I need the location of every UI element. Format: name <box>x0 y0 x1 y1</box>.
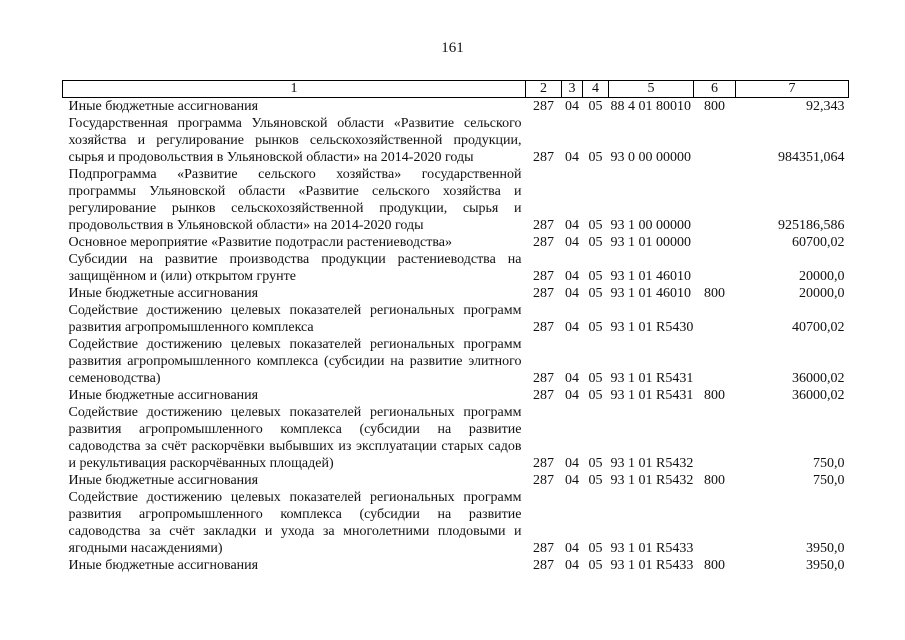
row-expense-type <box>694 251 736 285</box>
row-target-article: 93 1 01 46010 <box>610 269 691 284</box>
row-section: 04 <box>565 456 579 471</box>
row-ministry: 287 <box>533 388 554 403</box>
row-amount: 925186,586 <box>778 218 845 233</box>
table-row <box>63 234 849 251</box>
row-amount: 3950,0 <box>806 541 845 556</box>
row-amount: 20000,0 <box>799 286 845 301</box>
row-target-article: 93 1 01 R5430 <box>610 320 694 335</box>
table-row <box>63 472 849 489</box>
table-row <box>63 336 849 387</box>
row-subsection: 05 <box>588 286 603 301</box>
row-name: Иные бюджетные ассигнования <box>68 286 259 301</box>
row-amount: 60700,02 <box>792 235 845 250</box>
table-row <box>63 98 849 116</box>
row-expense-type <box>694 336 736 387</box>
row-section: 04 <box>565 473 579 488</box>
header-col-7: 7 <box>736 81 849 98</box>
row-amount: 750,0 <box>813 456 845 471</box>
row-name: Иные бюджетные ассигнования <box>68 99 259 114</box>
row-section: 04 <box>565 558 579 573</box>
row-amount: 36000,02 <box>792 388 845 403</box>
row-section: 04 <box>565 235 579 250</box>
row-ministry: 287 <box>533 235 554 250</box>
row-section: 04 <box>565 269 579 284</box>
table-row <box>63 166 849 234</box>
row-expense-type <box>694 404 736 472</box>
row-subsection: 05 <box>588 388 603 403</box>
row-name: Содействие достижению целевых показателей региональных программ развития агропромышленного комплекса (субсидии на развитие элитного семеноводства) <box>68 337 522 386</box>
table-row <box>63 302 849 336</box>
row-subsection: 05 <box>588 320 603 335</box>
row-name: Иные бюджетные ассигнования <box>68 558 259 573</box>
row-name: Иные бюджетные ассигнования <box>68 473 259 488</box>
row-ministry: 287 <box>533 558 554 573</box>
row-section: 04 <box>565 388 579 403</box>
row-subsection: 05 <box>588 235 603 250</box>
row-subsection: 05 <box>588 541 603 556</box>
row-section: 04 <box>565 99 579 114</box>
row-expense-type: 800 <box>704 558 725 573</box>
row-ministry: 287 <box>533 286 554 301</box>
page-number: 161 <box>441 40 464 56</box>
row-section: 04 <box>565 218 579 233</box>
table-row <box>63 404 849 472</box>
row-target-article: 93 1 01 R5433 <box>610 541 694 556</box>
row-section: 04 <box>565 286 579 301</box>
row-target-article: 93 1 00 00000 <box>610 218 691 233</box>
row-amount: 3950,0 <box>806 558 845 573</box>
row-ministry: 287 <box>533 371 554 386</box>
table-row <box>63 489 849 557</box>
row-target-article: 93 1 01 R5432 <box>610 456 694 471</box>
row-target-article: 93 1 01 R5432 <box>610 473 694 488</box>
row-target-article: 93 1 01 R5433 <box>610 558 694 573</box>
row-ministry: 287 <box>533 150 554 165</box>
row-amount: 40700,02 <box>792 320 845 335</box>
row-name: Иные бюджетные ассигнования <box>68 388 259 403</box>
row-name: Содействие достижению целевых показателей региональных программ развития агропромышленного комплекса (субсидии на развитие садоводства за счёт раскорчёвки выбывших из эксплуатации старых садов и рекультивация раскорчёванных площадей) <box>68 405 522 471</box>
row-subsection: 05 <box>588 99 603 114</box>
row-name: Подпрограмма «Развитие сельского хозяйства» государственной программы Ульяновской области «Развитие сельского хозяйства и регулирование рынков сельскохозяйственной продукции, сырья и продовольствия в Ульяновской области» на 2014-2020 годы <box>68 167 522 233</box>
row-section: 04 <box>565 150 579 165</box>
row-expense-type <box>694 115 736 166</box>
row-ministry: 287 <box>533 218 554 233</box>
row-expense-type: 800 <box>704 99 725 114</box>
table-row <box>63 285 849 302</box>
row-subsection: 05 <box>588 456 603 471</box>
table-row <box>63 557 849 574</box>
row-subsection: 05 <box>588 371 603 386</box>
row-ministry: 287 <box>533 320 554 335</box>
row-section: 04 <box>565 371 579 386</box>
row-subsection: 05 <box>588 218 603 233</box>
header-col-1: 1 <box>63 81 526 98</box>
row-subsection: 05 <box>588 269 603 284</box>
row-target-article: 93 1 01 R5431 <box>610 388 694 403</box>
row-name: Содействие достижению целевых показателей региональных программ развития агропромышленного комплекса <box>68 303 522 335</box>
row-expense-type: 800 <box>704 473 725 488</box>
row-amount: 36000,02 <box>792 371 845 386</box>
row-ministry: 287 <box>533 541 554 556</box>
table-row <box>63 387 849 404</box>
row-name: Основное мероприятие «Развитие подотрасли растениеводства» <box>68 235 452 250</box>
table-header-row <box>63 81 849 98</box>
table-row <box>63 251 849 285</box>
row-expense-type <box>694 302 736 336</box>
header-col-4: 4 <box>583 81 609 98</box>
row-amount: 20000,0 <box>799 269 845 284</box>
header-col-5: 5 <box>609 81 694 98</box>
row-expense-type <box>694 489 736 557</box>
header-col-2: 2 <box>526 81 562 98</box>
row-ministry: 287 <box>533 456 554 471</box>
row-name: Государственная программа Ульяновской области «Развитие сельского хозяйства и регулирование рынков сельскохозяйственной продукции, сырья и продовольствия в Ульяновской области» на 2014-2020 годы <box>68 116 522 165</box>
row-amount: 984351,064 <box>778 150 845 165</box>
budget-table <box>62 80 849 574</box>
row-ministry: 287 <box>533 269 554 284</box>
header-col-6: 6 <box>694 81 736 98</box>
row-expense-type <box>694 234 736 251</box>
row-target-article: 88 4 01 80010 <box>610 99 691 114</box>
row-target-article: 93 1 01 R5431 <box>610 371 694 386</box>
header-col-3: 3 <box>562 81 583 98</box>
row-target-article: 93 1 01 46010 <box>610 286 691 301</box>
row-subsection: 05 <box>588 473 603 488</box>
row-name: Субсидии на развитие производства продукции растениеводства на защищённом и (или) открытом грунте <box>68 252 522 284</box>
row-expense-type: 800 <box>704 286 725 301</box>
row-target-article: 93 0 00 00000 <box>610 150 691 165</box>
row-amount: 92,343 <box>806 99 845 114</box>
row-subsection: 05 <box>588 558 603 573</box>
row-expense-type: 800 <box>704 388 725 403</box>
row-target-article: 93 1 01 00000 <box>610 235 691 250</box>
row-subsection: 05 <box>588 150 603 165</box>
row-section: 04 <box>565 541 579 556</box>
row-expense-type <box>694 166 736 234</box>
row-amount: 750,0 <box>813 473 845 488</box>
row-name: Содействие достижению целевых показателей региональных программ развития агропромышленного комплекса (субсидии на развитие садоводства за счёт закладки и ухода за многолетними плодовыми и ягодными насаждениями) <box>68 490 522 556</box>
row-ministry: 287 <box>533 99 554 114</box>
row-ministry: 287 <box>533 473 554 488</box>
table-row <box>63 115 849 166</box>
row-section: 04 <box>565 320 579 335</box>
